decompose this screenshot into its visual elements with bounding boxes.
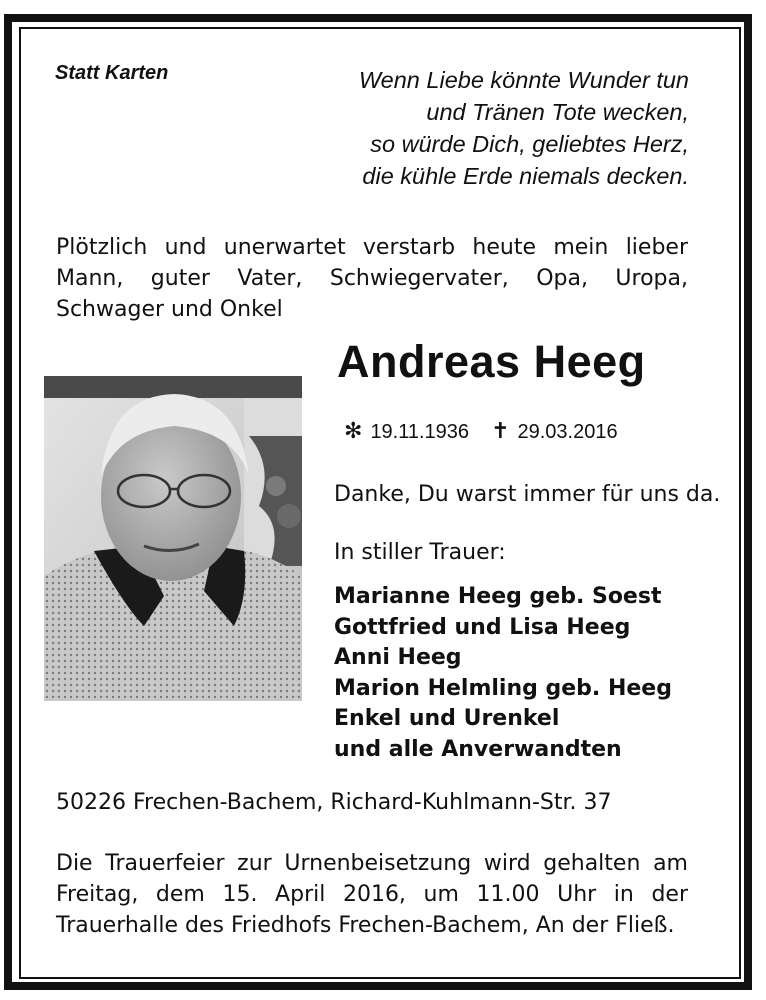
mourner: und alle Anverwandten <box>334 736 622 762</box>
deceased-name: Andreas Heeg <box>337 336 646 387</box>
mourners-list <box>334 582 672 765</box>
poem-line: so würde Dich, geliebtes Herz, <box>370 131 689 157</box>
poem-line: die kühle Erde niemals decken. <box>362 163 689 189</box>
thanks-line: Danke, Du warst immer für uns da. <box>334 482 721 507</box>
poem-line: Wenn Liebe könnte Wunder tun <box>358 67 689 93</box>
death-date: 29.03.2016 <box>517 421 618 443</box>
mourner: Anni Heeg <box>334 645 462 670</box>
service-line: Die Trauerfeier zur Urnenbeisetzung wird gehalten am <box>56 851 688 876</box>
announcement-line: Plötzlich und unerwartet verstarb heute mein lieber <box>56 235 688 260</box>
poem <box>359 64 689 192</box>
service-line: Trauerhalle des Friedhofs Frechen-Bachem, An der Fließ. <box>56 913 675 938</box>
mourner: Marion Helmling geb. Heeg <box>334 675 672 701</box>
mourner: Gottfried und Lisa Heeg <box>334 614 631 640</box>
address: 50226 Frechen-Bachem, Richard-Kuhlmann-Str. 37 <box>56 790 612 815</box>
announcement-text <box>56 232 688 325</box>
birth-star-icon: ✻ <box>344 418 363 443</box>
poem-line: und Tränen Tote wecken, <box>426 99 689 125</box>
mourning-label: In stiller Trauer: <box>334 540 506 565</box>
announcement-line: Mann, guter Vater, Schwiegervater, Opa, Uropa, <box>56 266 688 291</box>
life-dates <box>344 418 618 444</box>
mourner: Marianne Heeg geb. Soest <box>334 584 662 609</box>
birth-date: 19.11.1936 <box>370 421 470 443</box>
portrait-image <box>44 376 302 701</box>
statt-karten-note: Statt Karten <box>55 62 169 84</box>
announcement-line: Schwager und Onkel <box>56 297 283 322</box>
mourner: Enkel und Urenkel <box>334 706 560 731</box>
cross-icon: ✝ <box>491 418 510 443</box>
portrait-photo <box>44 376 302 701</box>
service-line: Freitag, dem 15. April 2016, um 11.00 Uhr in der <box>56 882 688 907</box>
service-info <box>56 848 688 941</box>
